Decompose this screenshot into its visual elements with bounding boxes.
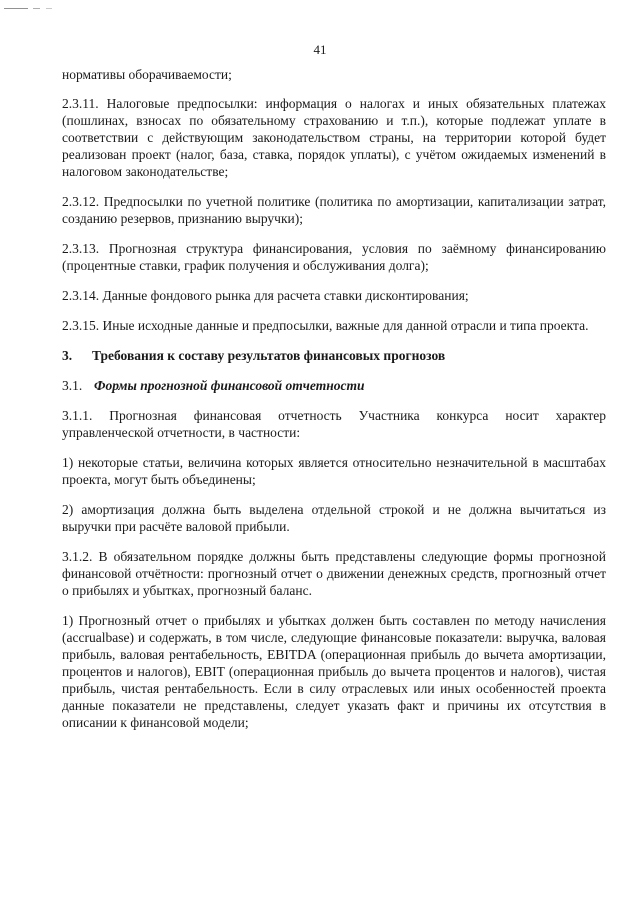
paragraph-3-1-2: 3.1.2. В обязательном порядке должны быть представлены следующие формы прогнозной финансовой отчётности: прогнозный отчет о движении денежных средств, прогнозный отчет о прибылях и убытках, прогнозный баланс.: [62, 549, 606, 598]
section-3-1-heading: [62, 377, 606, 394]
paragraph-2-3-12: 2.3.12. Предпосылки по учетной политике (политика по амортизации, капитализации затрат, созданию резервов, признанию выручки);: [62, 194, 606, 226]
paragraph-turnover-norms: нормативы оборачиваемости;: [62, 67, 232, 82]
paragraph-3-1-1: 3.1.1. Прогнозная финансовая отчетность Участника конкурса носит характер управленческой отчетности, в частности:: [62, 408, 606, 440]
section-3-number: 3.: [62, 348, 73, 363]
page-number: 41: [313, 42, 327, 57]
section-3-1-title: Формы прогнозной финансовой отчетности: [94, 378, 365, 393]
section-3-heading: [62, 347, 606, 364]
document-body: [62, 66, 606, 744]
scan-artifact: [4, 8, 64, 9]
section-3-title: Требования к составу результатов финансовых прогнозов: [92, 348, 446, 363]
section-3-1-number: 3.1.: [62, 378, 83, 393]
paragraph-2-3-13: 2.3.13. Прогнозная структура финансирования, условия по заёмному финансированию (процентные ставки, график получения и обслуживания долга);: [62, 241, 606, 273]
paragraph-2-3-14: 2.3.14. Данные фондового рынка для расчета ставки дисконтирования;: [62, 288, 469, 303]
paragraph-2-3-15: 2.3.15. Иные исходные данные и предпосылки, важные для данной отрасли и типа проекта.: [62, 318, 589, 333]
paragraph-2-3-11: 2.3.11. Налоговые предпосылки: информация о налогах и иных обязательных платежах (пошлинах, взносах по обязательному страхованию и т.п.), которые подлежат уплате в соответствии с действующим законодательством страны, на территории которой будет реализован проект (налог, база, ставка, порядок уплаты), с учётом ожидаемых изменений в налоговом законодательстве;: [62, 96, 606, 179]
list-item-1-profit-loss-report: 1) Прогнозный отчет о прибылях и убытках должен быть составлен по методу начисления (accrualbase) и содержать, в том числе, следующие финансовые показатели: выручка, валовая прибыль, валовая рентабельность, EBITDA (операционная прибыль до вычета амортизации, процентов и налогов), EBIT (операционная прибыль до вычета процентов и налогов), чистая прибыль, чистая рентабельность. Если в силу отраслевых или иных особенностей проекта данные показатели не представлены, следует указать факт и причины их отсутствия в описании к финансовой модели;: [62, 613, 606, 730]
list-item-1-items-merged: 1) некоторые статьи, величина которых является относительно незначительной в масштабах проекта, могут быть объединены;: [62, 455, 606, 487]
list-item-2-depreciation: 2) амортизация должна быть выделена отдельной строкой и не должна вычитаться из выручки при расчёте валовой прибыли.: [62, 502, 606, 534]
